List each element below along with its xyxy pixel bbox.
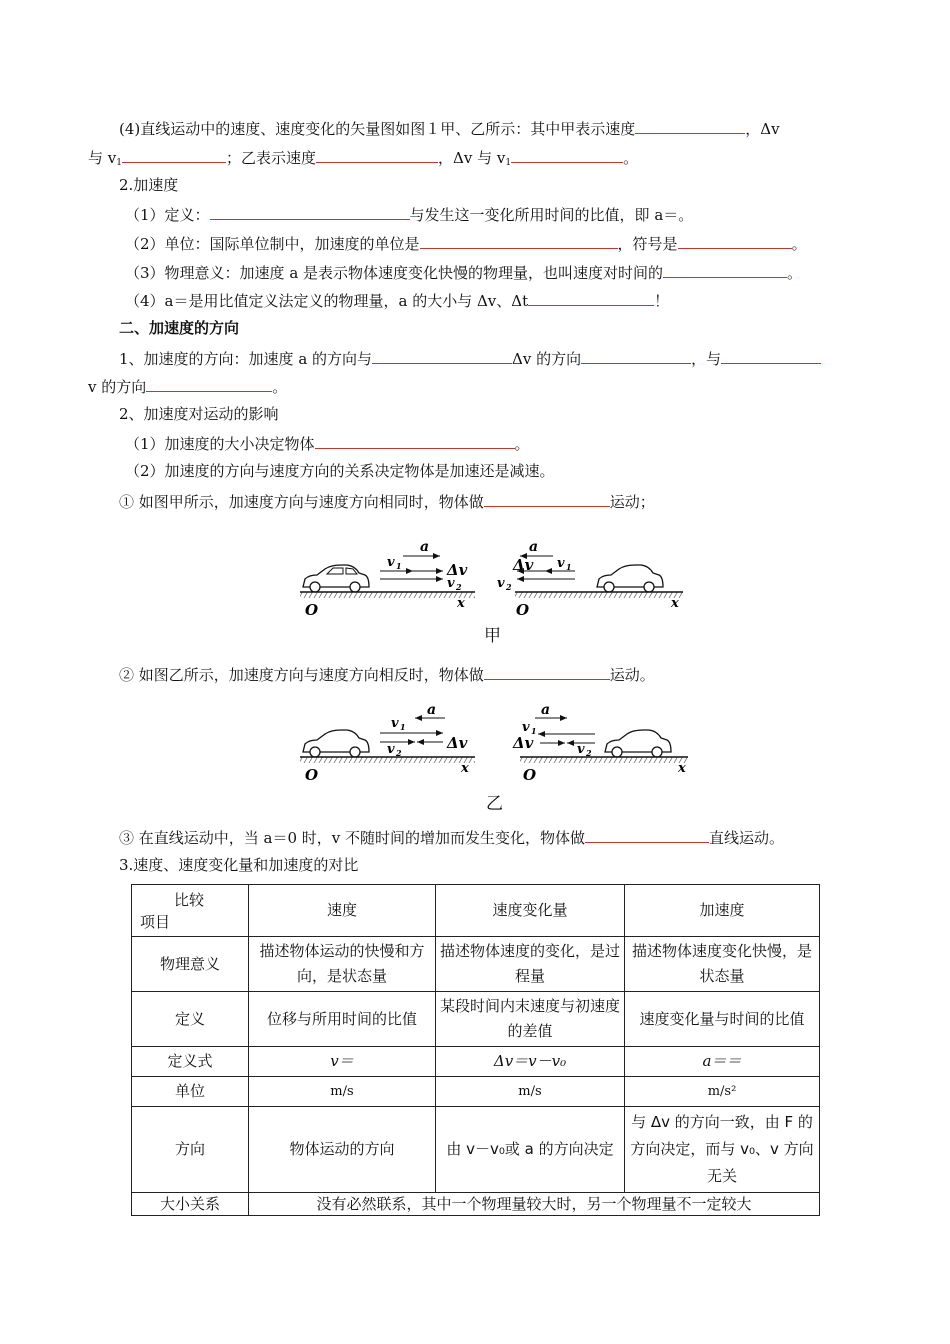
v2-subscript: 2 — [396, 748, 402, 758]
blank[interactable] — [511, 146, 623, 163]
blank[interactable] — [581, 347, 691, 364]
v1-subscript: 1 — [566, 562, 572, 572]
table-cell: 由 v－v₀或 a 的方向决定 — [436, 1107, 625, 1193]
v1-label: v — [522, 720, 530, 735]
effect-2: （2）加速度的方向与速度方向的关系决定物体是加速还是减速。 — [125, 462, 555, 480]
blank[interactable] — [678, 232, 792, 249]
axis-label: x — [678, 761, 686, 776]
header-corner-bottom: 项目 — [140, 912, 171, 931]
table-row — [132, 992, 820, 1047]
blank[interactable] — [372, 347, 512, 364]
table-row — [132, 937, 820, 992]
ratio-text-b: ！ — [654, 292, 670, 310]
axis-label: x — [461, 761, 469, 776]
v2-label: v — [577, 742, 585, 757]
effect-1 — [125, 432, 530, 454]
blank[interactable] — [122, 146, 226, 163]
table-cell: 速度变化量与时间的比值 — [625, 992, 820, 1047]
dir-text-a: 1、加速度的方向：加速度 a 的方向与 — [119, 350, 373, 368]
accel-ratio — [125, 289, 669, 311]
case-3 — [119, 826, 784, 848]
table-cell: m/s — [436, 1077, 625, 1107]
header-corner-top: 比较 — [174, 890, 205, 909]
accel-definition — [125, 203, 693, 225]
table-cell-merged: 没有必然联系，其中一个物理量较大时，另一个物理量不一定较大 — [249, 1193, 820, 1216]
def-text-a: （1）定义： — [125, 206, 210, 224]
column-header: 速度 — [249, 885, 436, 937]
column-header: 加速度 — [625, 885, 820, 937]
car-icon — [303, 730, 369, 757]
c1-text-a: ① 如图甲所示，加速度方向与速度方向相同时，物体做 — [119, 493, 484, 511]
unit-text-a: （2）单位：国际单位制中，加速度的单位是 — [125, 235, 420, 253]
case-1 — [119, 490, 655, 512]
dir-text-e: 。 — [272, 378, 288, 396]
subscript: 1 — [116, 158, 122, 168]
c2-text-a: ② 如图乙所示，加速度方向与速度方向相反时，物体做 — [119, 666, 484, 684]
blank[interactable] — [146, 375, 272, 392]
direction-line2 — [88, 375, 287, 397]
accel-meaning — [125, 261, 802, 283]
meaning-text-b: 。 — [787, 264, 803, 282]
v1-label: v — [391, 716, 399, 731]
p4-text-f: 。 — [623, 149, 639, 167]
p4-text-a: (4)直线运动中的速度、速度变化的矢量图如图１甲、乙所示：其中甲表示速度 — [119, 120, 636, 138]
dir-text-c: ，与 — [691, 350, 722, 368]
table-cell: 物体运动的方向 — [249, 1107, 436, 1193]
comparison-table — [131, 884, 820, 1216]
blank[interactable] — [316, 146, 438, 163]
c1-text-b: 运动； — [609, 493, 655, 511]
unit-text-b: ，符号是 — [617, 235, 678, 253]
blank[interactable] — [635, 117, 745, 134]
blank[interactable] — [315, 432, 515, 449]
unit-text-c: 。 — [791, 235, 807, 253]
table-row — [132, 1077, 820, 1107]
p4-text-b: ，Δv — [745, 120, 780, 138]
row-label: 大小关系 — [132, 1193, 249, 1216]
axis-label: x — [671, 596, 679, 611]
origin-label: O — [305, 766, 319, 784]
origin-label: O — [516, 601, 530, 619]
c3-text-a: ③ 在直线运动中，当 a＝0 时，v 不随时间的增加而发生变化，物体做 — [119, 829, 586, 847]
row-label: 方向 — [132, 1107, 249, 1193]
table-cell: Δv＝v－v₀ — [436, 1047, 625, 1077]
v2-label: v — [387, 742, 395, 757]
table-cell: a＝＝ — [625, 1047, 820, 1077]
p4-line2 — [88, 146, 638, 173]
figure-jia — [295, 535, 690, 625]
origin-label: O — [305, 601, 319, 619]
header-corner — [132, 885, 249, 937]
row-label: 物理意义 — [132, 937, 249, 992]
effect-heading: 2、加速度对运动的影响 — [119, 405, 279, 423]
v1-label: v — [387, 555, 395, 570]
table-header-row — [132, 885, 820, 937]
row-label: 定义 — [132, 992, 249, 1047]
p4-text-c: 与 v — [88, 149, 117, 167]
v2-label: v — [447, 576, 455, 591]
e1-text-b: 。 — [514, 435, 530, 453]
table-row — [132, 1193, 820, 1216]
section2-heading: 二、加速度的方向 — [119, 319, 240, 337]
column-header: 速度变化量 — [436, 885, 625, 937]
v1-subscript: 1 — [531, 726, 537, 736]
c2-text-b: 运动。 — [609, 666, 655, 684]
table-cell: v＝ — [249, 1047, 436, 1077]
figure-caption-yi: 乙 — [486, 794, 503, 814]
table-cell: m/s — [249, 1077, 436, 1107]
blank[interactable] — [663, 261, 787, 278]
table-cell: 某段时间内末速度与初速度的差值 — [436, 992, 625, 1047]
row-label: 定义式 — [132, 1047, 249, 1077]
row-label: 单位 — [132, 1077, 249, 1107]
p4-line1 — [119, 117, 780, 139]
table-cell: 描述物体速度变化快慢，是状态量 — [625, 937, 820, 992]
v1-subscript: 1 — [400, 722, 406, 732]
blank[interactable] — [484, 663, 610, 680]
subscript: 1 — [505, 158, 512, 168]
p4-text-e: ，Δv 与 v — [438, 149, 506, 167]
origin-label: O — [523, 766, 537, 784]
c3-text-b: 直线运动。 — [709, 829, 785, 847]
delta-v-label: Δv — [513, 734, 534, 752]
table-cell: 位移与所用时间的比值 — [249, 992, 436, 1047]
e1-text-a: （1）加速度的大小决定物体 — [125, 435, 315, 453]
car-icon — [597, 565, 663, 592]
p4-text-d: ；乙表示速度 — [225, 149, 316, 167]
blank[interactable] — [528, 289, 654, 306]
dir-text-b: Δv 的方向 — [512, 350, 582, 368]
table-cell: 与 Δv 的方向一致，由 F 的方向决定，而与 v₀、v 方向无关 — [625, 1107, 820, 1193]
delta-v-label: Δv — [447, 734, 468, 752]
blank[interactable] — [210, 203, 410, 220]
delta-v-label: Δv — [513, 556, 534, 574]
car-icon — [605, 730, 671, 757]
delta-v-label: Δv — [447, 561, 468, 579]
v2-subscript: 2 — [586, 748, 592, 758]
axis-label: x — [457, 596, 465, 611]
compare-heading: 3.速度、速度变化量和加速度的对比 — [119, 856, 359, 874]
case-2 — [119, 663, 655, 685]
accel-heading: 2.加速度 — [119, 176, 179, 194]
table-cell: 描述物体运动的快慢和方向，是状态量 — [249, 937, 436, 992]
dir-text-d: v 的方向 — [88, 378, 147, 396]
accel-unit — [125, 232, 807, 254]
table-row — [132, 1107, 820, 1193]
v1-subscript: 1 — [396, 561, 402, 571]
direction-line1 — [119, 347, 821, 369]
accel-label: a — [529, 539, 539, 555]
table-cell: 描述物体速度的变化，是过程量 — [436, 937, 625, 992]
blank[interactable] — [585, 826, 709, 843]
blank[interactable] — [420, 232, 618, 249]
accel-label: a — [541, 702, 551, 718]
v2-label: v — [497, 576, 505, 591]
accel-label: a — [427, 702, 437, 718]
car-icon — [303, 565, 369, 592]
v2-subscript: 2 — [456, 582, 462, 592]
blank[interactable] — [721, 347, 821, 364]
ratio-text-a: （4）a＝是用比值定义法定义的物理量，a 的大小与 Δv、Δt — [125, 292, 529, 310]
accel-label: a — [420, 539, 430, 555]
v1-label: v — [557, 556, 565, 571]
figure-caption-jia: 甲 — [484, 626, 501, 646]
blank[interactable] — [484, 490, 610, 507]
v2-subscript: 2 — [506, 582, 512, 592]
table-cell: m/s² — [625, 1077, 820, 1107]
meaning-text-a: （3）物理意义：加速度 a 是表示物体速度变化快慢的物理量，也叫速度对时间的 — [125, 264, 664, 282]
table-row — [132, 1047, 820, 1077]
def-text-b: 与发生这一变化所用时间的比值，即 a＝。 — [409, 206, 694, 224]
figure-yi — [295, 700, 695, 790]
